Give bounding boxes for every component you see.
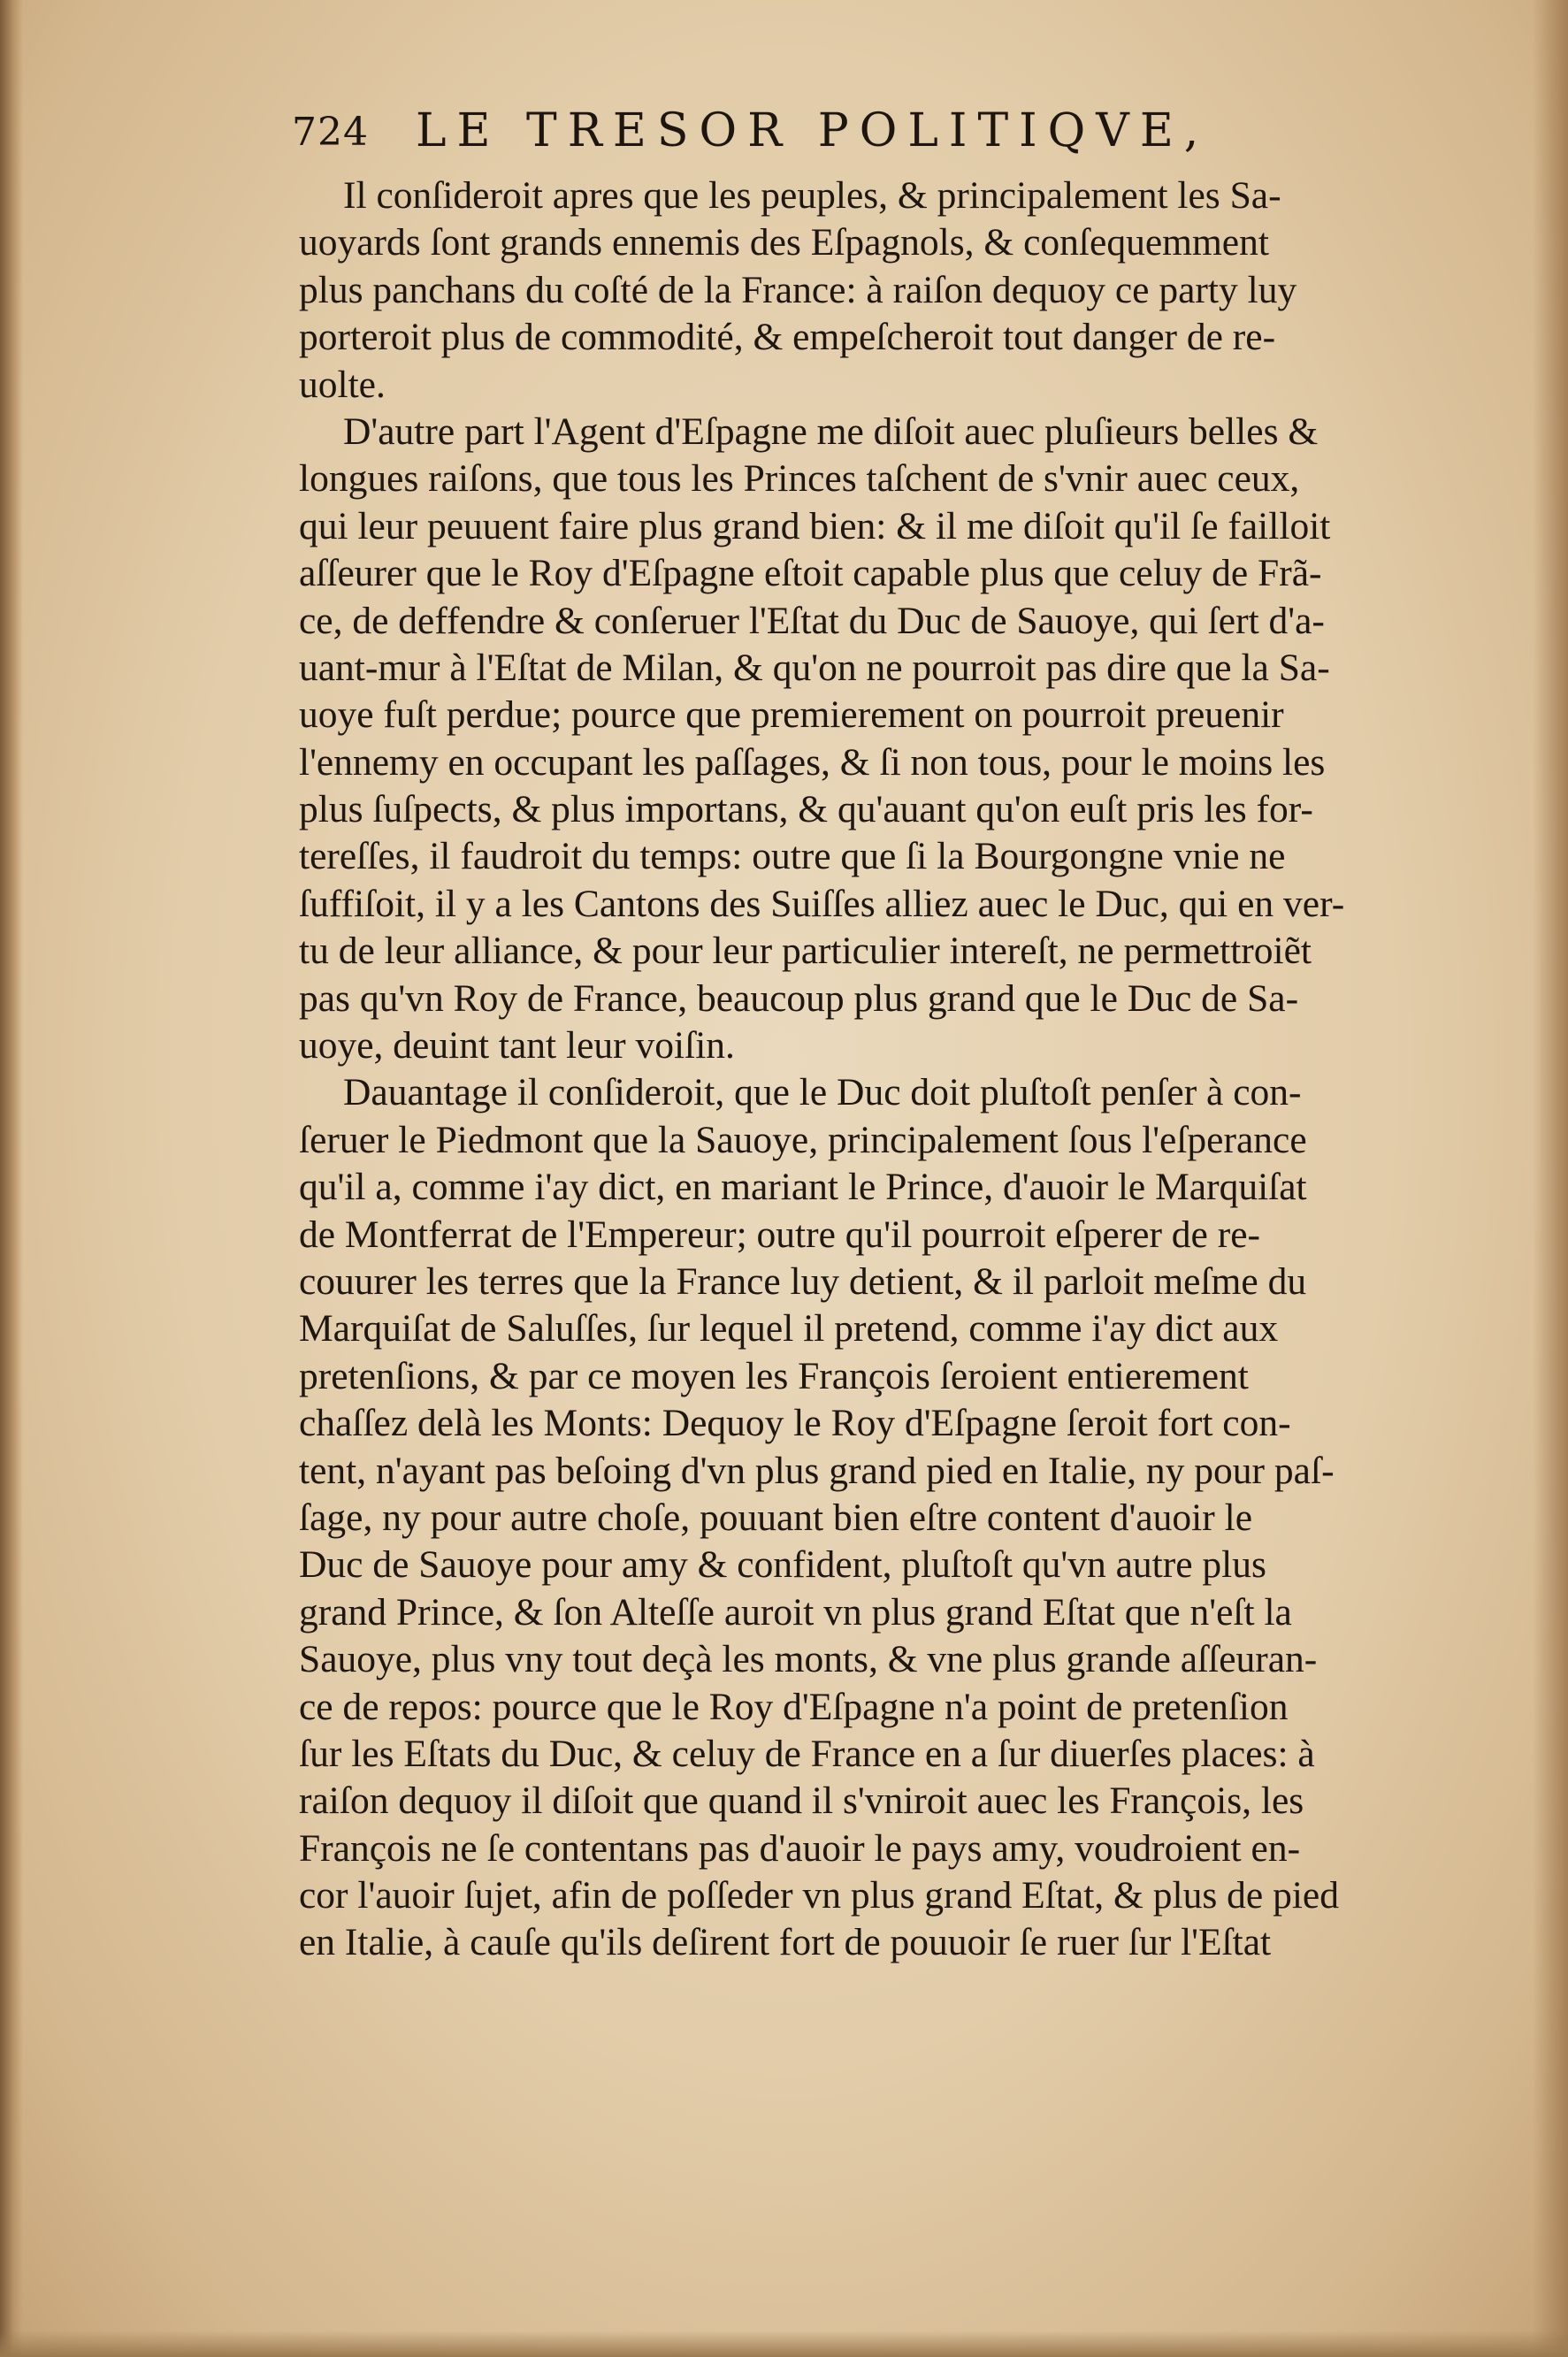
text-line: plus panchans du coſté de la France: à raiſon dequoy ce party luy: [299, 268, 1297, 311]
text-line: raiſon dequoy il diſoit que quand il s'vniroit auec les François, les: [299, 1779, 1304, 1823]
text-line: uoye, deuint tant leur voiſin.: [299, 1024, 735, 1068]
text-line: ſeruer le Piedmont que la Sauoye, principalement ſous l'eſperance: [299, 1118, 1307, 1161]
body-text: [299, 172, 1466, 1967]
running-head: LE TRESOR POLITIQVE,: [416, 104, 1210, 157]
text-line: ſuffiſoit, il y a les Cantons des Suiſſes alliez auec le Duc, qui en ver-: [299, 882, 1345, 925]
text-line: Sauoye, plus vny tout deçà les monts, & vne plus grande aſſeuran-: [299, 1638, 1318, 1681]
text-line: aſſeurer que le Roy d'Eſpagne eſtoit capable plus que celuy de Frã-: [299, 552, 1322, 595]
text-line: longues raiſons, que tous les Princes taſchent de s'vnir auec ceux,: [299, 457, 1300, 501]
text-line: de Montferrat de l'Empereur; outre qu'il pourroit eſperer de re-: [299, 1213, 1261, 1256]
text-line: grand Prince, & ſon Alteſſe auroit vn plus grand Eſtat que n'eſt la: [299, 1590, 1292, 1634]
text-line: en Italie, à cauſe qu'ils deſirent fort de pouuoir ſe ruer ſur l'Eſtat: [299, 1921, 1272, 1964]
page-shadow-bottom: [0, 2330, 1568, 2357]
page-number: 724: [292, 110, 369, 155]
text-line: qui leur peuuent faire plus grand bien: & il me diſoit qu'il ſe failloit: [299, 504, 1331, 547]
text-line: ſur les Eſtats du Duc, & celuy de France en a ſur diuerſes places: à: [299, 1732, 1315, 1775]
text-line: plus ſuſpects, & plus importans, & qu'auant qu'on euſt pris les for-: [299, 788, 1313, 831]
text-line: François ne ſe contentans pas d'auoir le pays amy, voudroient en-: [299, 1826, 1301, 1870]
text-line: ſage, ny pour autre choſe, pouuant bien eſtre content d'auoir le: [299, 1496, 1253, 1539]
page-shadow-left: [0, 0, 23, 2357]
page-header: [292, 104, 1318, 166]
text-line: porteroit plus de commodité, & empeſcheroit tout danger de re-: [299, 316, 1276, 359]
text-line: Marquiſat de Saluſſes, ſur lequel il pretend, comme i'ay dict aux: [299, 1307, 1279, 1351]
text-line: qu'il a, comme i'ay dict, en mariant le Prince, d'auoir le Marquiſat: [299, 1166, 1307, 1209]
page-shadow-right: [1533, 0, 1568, 2357]
text-line: ce, de deffendre & conſeruer l'Eſtat du Duc de Sauoye, qui ſert d'a-: [299, 599, 1325, 642]
text-line: tent, n'ayant pas beſoing d'vn plus grand pied en Italie, ny pour paſ-: [299, 1449, 1335, 1492]
text-line: tu de leur alliance, & pour leur particulier intereſt, ne permettroiẽt: [299, 930, 1312, 973]
text-line: pas qu'vn Roy de France, beaucoup plus grand que le Duc de Sa-: [299, 976, 1299, 1020]
text-line: couurer les terres que la France luy detient, & il parloit meſme du: [299, 1259, 1307, 1303]
text-line: ce de repos: pource que le Roy d'Eſpagne n'a point de pretenſion: [299, 1685, 1289, 1728]
text-line: uoyards ſont grands ennemis des Eſpagnols, & conſequemment: [299, 221, 1269, 264]
text-line: l'ennemy en occupant les paſſages, & ſi non tous, pour le moins les: [299, 740, 1326, 784]
text-line: uolte.: [299, 363, 386, 406]
text-line: D'autre part l'Agent d'Eſpagne me diſoit auec pluſieurs belles &: [343, 409, 1319, 453]
text-line: uoye fuſt perdue; pource que premierement on pourroit preuenir: [299, 693, 1284, 737]
text-line: Il conſideroit apres que les peuples, & principalement les Sa-: [343, 174, 1281, 217]
text-line: Dauantage il conſideroit, que le Duc doit pluſtoſt penſer à con-: [343, 1071, 1302, 1114]
text-line: chaſſez delà les Monts: Dequoy le Roy d'Eſpagne ſeroit fort con-: [299, 1402, 1291, 1445]
text-line: cor l'auoir ſujet, afin de poſſeder vn plus grand Eſtat, & plus de pied: [299, 1874, 1339, 1917]
text-line: pretenſions, & par ce moyen les François ſeroient entierement: [299, 1354, 1249, 1397]
text-line: Duc de Sauoye pour amy & confident, pluſtoſt qu'vn autre plus: [299, 1543, 1266, 1587]
text-line: tereſſes, il faudroit du temps: outre que ſi la Bourgongne vnie ne: [299, 835, 1286, 878]
text-line: uant-mur à l'Eſtat de Milan, & qu'on ne pourroit pas dire que la Sa-: [299, 646, 1330, 689]
